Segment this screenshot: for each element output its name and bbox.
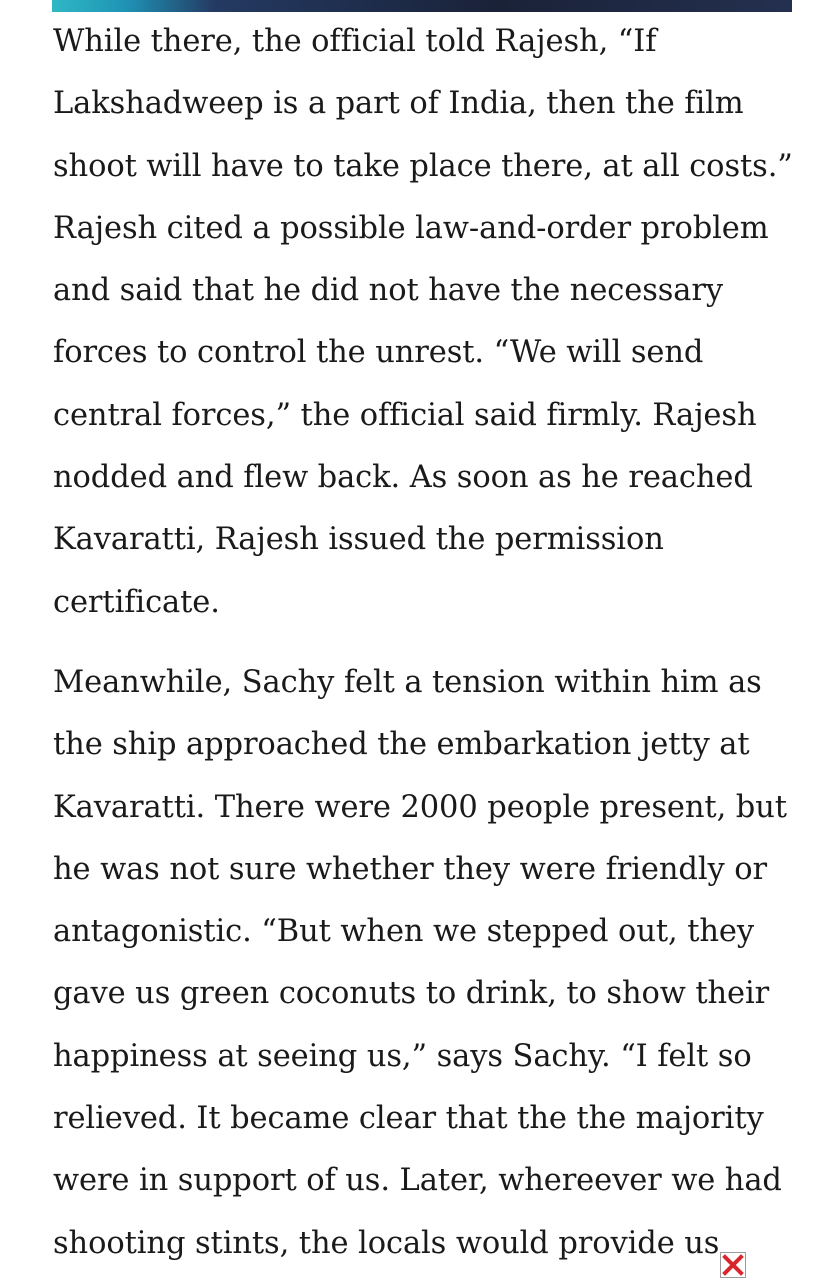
text-line: Kavaratti. There were 2000 people present, but	[53, 789, 787, 825]
text-line: Lakshadweep is a part of India, then the film	[53, 86, 744, 122]
text-line: Rajesh cited a possible law-and-order problem	[53, 210, 769, 246]
text-line: gave us green coconuts to drink, to show their	[53, 976, 770, 1012]
text-line: relieved. It became clear that the the majority	[53, 1101, 764, 1137]
text-line: he was not sure whether they were friendly or	[53, 851, 767, 887]
text-line: antagonistic. “But when we stepped out, they	[53, 914, 754, 950]
close-x-icon	[721, 1253, 745, 1277]
text-line: forces to control the unrest. “We will send	[53, 335, 704, 371]
text-line: certificate.	[53, 584, 220, 620]
text-line: central forces,” the official said firmly. Rajesh	[53, 397, 757, 433]
text-line: nodded and flew back. As soon as he reached	[53, 460, 753, 496]
text-line: Meanwhile, Sachy felt a tension within him as	[53, 664, 762, 700]
ad-close-button[interactable]	[720, 1252, 746, 1278]
text-line: shoot will have to take place there, at all costs.”	[53, 148, 793, 184]
article-paragraph-1	[53, 11, 798, 634]
text-line: the ship approached the embarkation jetty at	[53, 727, 750, 763]
article-paragraph-2	[53, 652, 798, 1275]
text-line: happiness at seeing us,” says Sachy. “I felt so	[53, 1038, 752, 1074]
article-body	[53, 11, 798, 1280]
text-line: were in support of us. Later, whereever we had	[53, 1163, 782, 1199]
text-line: and said that he did not have the necessary	[53, 273, 724, 309]
text-line: shooting stints, the locals would provide us	[53, 1225, 720, 1261]
text-line: While there, the official told Rajesh, “If	[53, 24, 657, 59]
text-line: Kavaratti, Rajesh issued the permission	[53, 522, 664, 558]
